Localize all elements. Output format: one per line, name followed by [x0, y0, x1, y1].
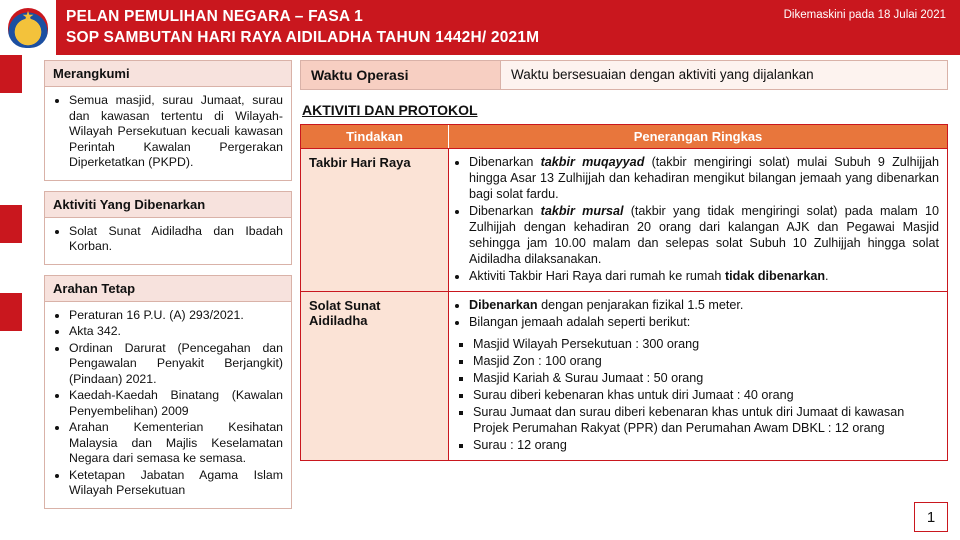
card-aktiviti-dibenarkan-heading: Aktiviti Yang Dibenarkan: [45, 192, 291, 218]
left-column: [44, 60, 292, 519]
card-merangkumi: [44, 60, 292, 181]
list-item: ▪ Masjid Wilayah Persekutuan : 300 orang: [473, 336, 939, 352]
page-title-line2: SOP SAMBUTAN HARI RAYA AIDILADHA TAHUN 1442H/ 2021M: [66, 29, 540, 46]
list-item: • Peraturan 16 P.U. (A) 293/2021.: [69, 308, 283, 324]
description-sublist: [451, 336, 939, 453]
card-aktiviti-dibenarkan: [44, 191, 292, 265]
card-arahan-tetap-heading: Arahan Tetap: [45, 276, 291, 302]
list-item: • Dibenarkan takbir muqayyad (takbir mengiringi solat) mulai Subuh 9 Zulhijjah hingga Asar 13 Zulhijjah dan kehadiran mengikut bilangan jemaah yang dibenarkan bagi solat fardu.: [469, 154, 939, 202]
list-item: • Akta 342.: [69, 324, 283, 340]
cell-description-solat-sunat: [449, 292, 947, 460]
waktu-operasi-row: [300, 60, 948, 90]
card-merangkumi-heading: Merangkumi: [45, 61, 291, 87]
list-item: ▪ Masjid Zon : 100 orang: [473, 353, 939, 369]
card-arahan-tetap: [44, 275, 292, 509]
column-header-tindakan: Tindakan: [301, 125, 449, 148]
card-merangkumi-list: [53, 93, 283, 171]
list-item: ▪ Surau Jumaat dan surau diberi kebenaran khas untuk diri Jumaat di kawasan Projek Perumahan Rakyat (PPR) dan Perumahan Awam DBKL : 12 orang: [473, 404, 939, 436]
page-title: [66, 6, 539, 48]
jata-negara-emblem-icon: ★: [5, 5, 51, 51]
card-aktiviti-dibenarkan-list: [53, 224, 283, 255]
list-item: ▪ Masjid Kariah & Surau Jumaat : 50 orang: [473, 370, 939, 386]
list-item: • Bilangan jemaah adalah seperti berikut:: [469, 314, 939, 330]
list-item: • Solat Sunat Aidiladha dan Ibadah Korban.: [69, 224, 283, 255]
right-column: [300, 60, 948, 461]
rail-tab-3: [0, 293, 22, 331]
list-item: • Ordinan Darurat (Pencegahan dan Pengawalan Penyakit Berjangkit) (Pindaan) 2021.: [69, 341, 283, 388]
list-item: • Aktiviti Takbir Hari Raya dari rumah ke rumah tidak dibenarkan.: [469, 268, 939, 284]
card-aktiviti-dibenarkan-body: [45, 218, 291, 264]
list-item: • Dibenarkan dengan penjarakan fizikal 1.5 meter.: [469, 297, 939, 313]
list-item: ▪ Surau diberi kebenaran khas untuk diri Jumaat : 40 orang: [473, 387, 939, 403]
waktu-operasi-value: Waktu bersesuaian dengan aktiviti yang dijalankan: [501, 61, 947, 89]
section-title-aktiviti-protokol: AKTIVITI DAN PROTOKOL: [302, 102, 478, 118]
page-title-line1: PELAN PEMULIHAN NEGARA – FASA 1: [66, 8, 363, 25]
left-red-rail: [0, 55, 22, 540]
description-list: [451, 297, 939, 330]
rail-tab-1: [0, 55, 22, 93]
card-arahan-tetap-list: [53, 308, 283, 499]
cell-action-solat-sunat: Solat Sunat Aidiladha: [301, 292, 449, 460]
list-item: ▪ Surau : 12 orang: [473, 437, 939, 453]
description-list: [451, 154, 939, 284]
page-header: [0, 0, 960, 55]
card-merangkumi-body: [45, 87, 291, 180]
page-number: 1: [914, 502, 948, 532]
table-row: [301, 291, 947, 460]
list-item: • Ketetapan Jabatan Agama Islam Wilayah Persekutuan: [69, 468, 283, 499]
emblem-container: [0, 0, 56, 55]
last-updated-text: Dikemaskini pada 18 Julai 2021: [783, 9, 946, 21]
column-header-penerangan: Penerangan Ringkas: [633, 129, 763, 144]
list-item: • Kaedah-Kaedah Binatang (Kawalan Penyembelihan) 2009: [69, 388, 283, 419]
table-row: [301, 148, 947, 291]
rail-tab-2: [0, 205, 22, 243]
list-item: • Semua masjid, surau Jumaat, surau dan kawasan tertentu di Wilayah-Wilayah Persekutuan kecuali kawasan Perintah Kawalan Pergerakan Diperketatkan (PKPD).: [69, 93, 283, 171]
cell-description-takbir: [449, 149, 947, 291]
list-item: • Arahan Kementerian Kesihatan Malaysia dan Majlis Keselamatan Negara dari semasa ke semasa.: [69, 420, 283, 467]
table-header-row: [301, 125, 947, 148]
cell-action-takbir: Takbir Hari Raya: [301, 149, 449, 291]
card-arahan-tetap-body: [45, 302, 291, 508]
aktiviti-protokol-table: [300, 124, 948, 461]
list-item: • Dibenarkan takbir mursal (takbir yang tidak mengiringi solat) pada malam 10 Zulhijjah dengan kehadiran 20 orang dari kalangan AJK dan Pegawai Masjid sehingga jam 10.00 malam dan selepas solat Subuh 10 Zulhijjah hingga solat Aidiladha dilaksanakan.: [469, 203, 939, 267]
waktu-operasi-label: Waktu Operasi: [301, 61, 501, 89]
